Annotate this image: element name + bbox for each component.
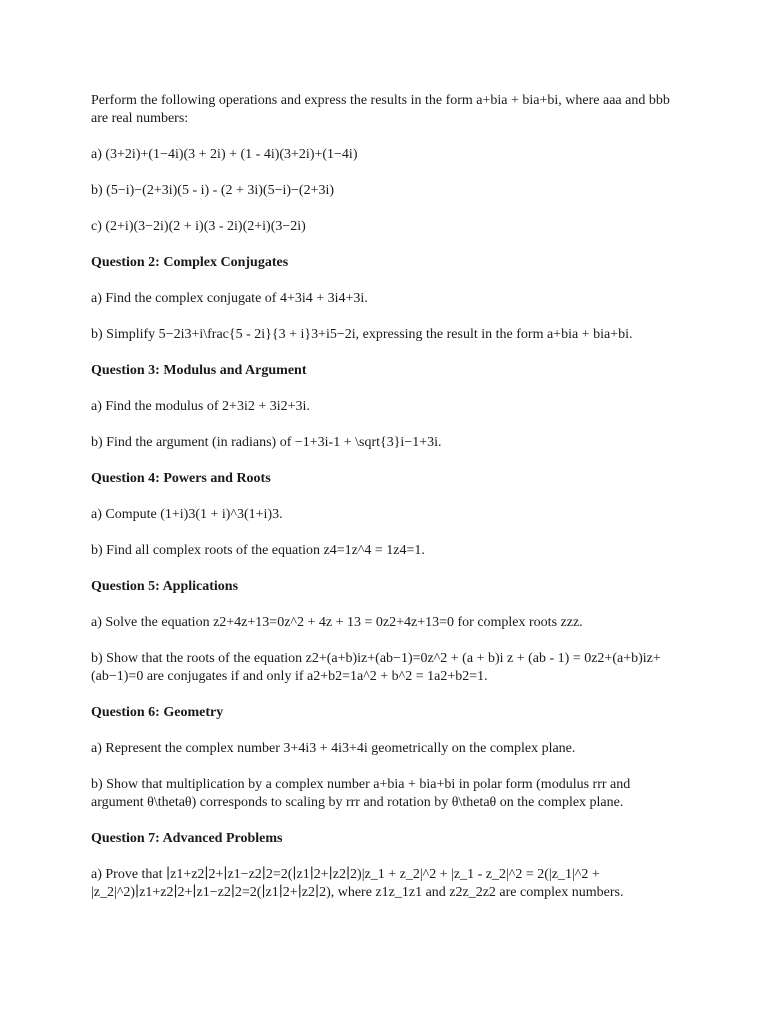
question-4-heading: Question 4: Powers and Roots <box>91 471 271 486</box>
question-2-heading: Question 2: Complex Conjugates <box>91 255 289 270</box>
q1-part-a: a) (3+2i)+(1−4i)(3 + 2i) + (1 - 4i)(3+2i)+(1−4i) <box>91 147 358 162</box>
document-body <box>91 92 681 902</box>
q5-part-a: a) Solve the equation z2+4z+13=0z^2 + 4z + 13 = 0z2+4z+13=0 for complex roots zzz. <box>91 615 583 630</box>
q7-part-a: a) Prove that ∣z1+z2∣2+∣z1−z2∣2=2(∣z1∣2+∣z2∣2)|z_1 + z_2|^2 + |z_1 - z_2|^2 = 2(|z_1|^2 + |z_2|^2)∣z1+z2∣2+∣z1−z2∣2=2(∣z1∣2+∣z2∣2), where z1z_1z1 and z2z_2z2 are complex numbers. <box>91 867 624 900</box>
question-6-heading: Question 6: Geometry <box>91 705 224 720</box>
q1-part-b: b) (5−i)−(2+3i)(5 - i) - (2 + 3i)(5−i)−(2+3i) <box>91 183 335 198</box>
q2-part-b: b) Simplify 5−2i3+i\frac{5 - 2i}{3 + i}3+i5−2i, expressing the result in the form a+bia + bia+bi. <box>91 327 633 342</box>
q3-part-b: b) Find the argument (in radians) of −1+3i-1 + \sqrt{3}i−1+3i. <box>91 435 442 450</box>
q4-part-a: a) Compute (1+i)3(1 + i)^3(1+i)3. <box>91 507 283 522</box>
q2-part-a: a) Find the complex conjugate of 4+3i4 + 3i4+3i. <box>91 291 368 306</box>
q1-part-c: c) (2+i)(3−2i)(2 + i)(3 - 2i)(2+i)(3−2i) <box>91 219 306 234</box>
instructions-paragraph: Perform the following operations and express the results in the form a+bia + bia+bi, where aaa and bbb are real numbers: <box>91 93 670 126</box>
q3-part-a: a) Find the modulus of 2+3i2 + 3i2+3i. <box>91 399 310 414</box>
question-7-heading: Question 7: Advanced Problems <box>91 831 283 846</box>
q6-part-a: a) Represent the complex number 3+4i3 + 4i3+4i geometrically on the complex plane. <box>91 741 576 756</box>
question-5-heading: Question 5: Applications <box>91 579 239 594</box>
q5-part-b: b) Show that the roots of the equation z2+(a+b)iz+(ab−1)=0z^2 + (a + b)i z + (ab - 1) = 0z2+(a+b)iz+(ab−1)=0 are conjugates if and only if a2+b2=1a^2 + b^2 = 1a2+b2=1. <box>91 651 661 684</box>
q4-part-b: b) Find all complex roots of the equation z4=1z^4 = 1z4=1. <box>91 543 425 558</box>
question-3-heading: Question 3: Modulus and Argument <box>91 363 307 378</box>
q6-part-b: b) Show that multiplication by a complex number a+bia + bia+bi in polar form (modulus rrr and argument θ\thetaθ) corresponds to scaling by rrr and rotation by θ\thetaθ on the complex plane. <box>91 777 631 810</box>
